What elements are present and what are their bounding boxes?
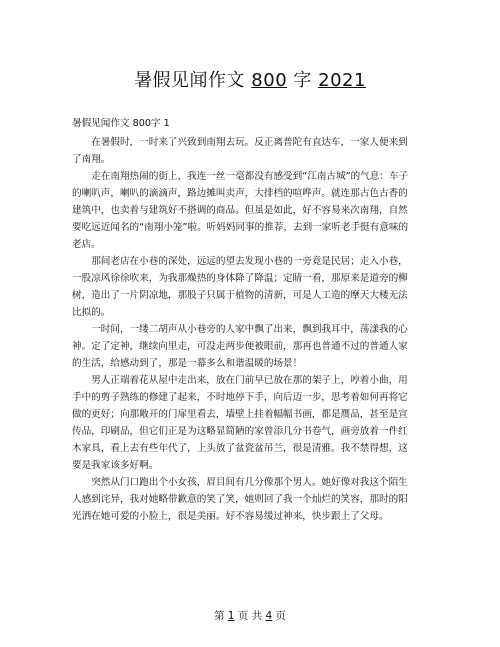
page-footer <box>0 608 500 623</box>
document-title <box>0 66 500 92</box>
title-text: 暑假见闻作文 <box>134 70 246 91</box>
footer-page-number: 1 <box>227 610 235 622</box>
paragraph-6: 突然从门口跑出个小女孩，眉目间有几分像那个男人。她好像对我这个陌生人感到诧异，我对她略带歉意的笑了笑，她则回了我一个灿烂的笑容，那时的阳光洒在她可爱的小脸上，很是美丽。好不容易缓过神来，快步跟上了父母。 <box>72 477 408 522</box>
title-count: 800 <box>251 70 288 91</box>
paragraph-4: 一时间，一缕二胡声从小巷旁的人家中飘了出来，飘到我耳中，荡漾我的心神。定了定神，继续向里走，可没走两步便被眼前，那再也普通不过的普通人家的生活，给感动到了，那是一幕多么和谐温暖的场景！ <box>72 324 408 369</box>
document-body <box>72 115 412 525</box>
document-subtitle: 暑假见闻作文 800字 1 <box>72 118 170 129</box>
title-unit: 字 <box>293 70 312 91</box>
footer-suffix: 页 <box>275 610 287 622</box>
footer-prefix: 第 <box>213 610 225 622</box>
paragraph-5: 男人正端着花从屋中走出来，放在门前早已放在那的架子上，哼着小曲，用手中的剪子熟练的修建了起来，不时地停下手，向后迈一步，思考着如何再将它做的更好；向那敞开的门扉里看去，墙壁上挂着幅幅书画，都是赝品，甚至是宣传品，印刷品，但它们正是为这略显简陋的家曾添几分书卷气，画旁放着一件红木家具，看上去有些年代了，上头放了盆瓷盆吊兰，很是清雅。我不禁得想，这要是我家该多好啊。 <box>72 375 408 471</box>
footer-total-pages: 4 <box>265 610 273 622</box>
paragraph-3: 那间老店在小巷的深处，远远的望去发现小巷的一旁竟是民居；走入小巷，一股凉风徐徐吹来，为我那燥热的身体降了降温；定睛一看，那原来是道旁的柳树，造出了一片阴凉地，那股子只属于植物的清新，可是人工造的摩天大楼无法比拟的。 <box>72 256 408 318</box>
title-year: 2021 <box>318 70 366 91</box>
paragraph-2: 走在南翔热闹的街上，我连一丝一毫都没有感受到“江南古城”的气息：车子的喇叭声，喇叭的滴滴声，路边摊叫卖声，大排档的喧哗声。就连那古色古香的建筑中，也卖着与建筑好不搭调的商品。但虽是如此，好不容易来次南翔，自然要吃远近闻名的“南翔小笼”啦。听妈妈同事的推荐，去到一家听老手挺有意味的老店。 <box>72 171 409 250</box>
paragraph-1: 在暑假时，一时来了兴致到南翔去玩。反正离普陀有直达车，一家人便来到了南翔。 <box>72 137 408 165</box>
footer-middle: 页 共 <box>237 610 263 622</box>
